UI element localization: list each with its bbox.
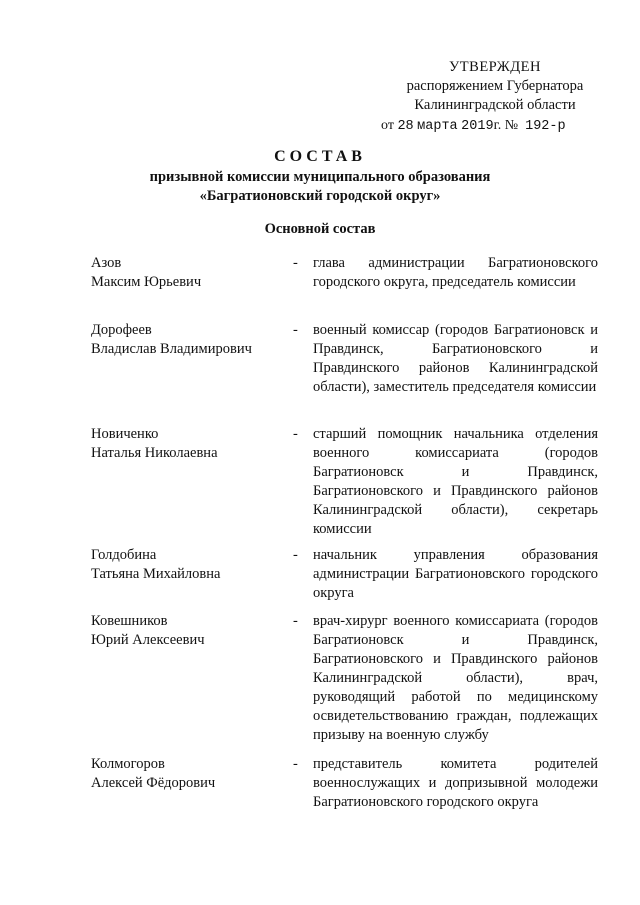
- member-given-name: Татьяна Михайловна: [91, 566, 221, 582]
- member-dash: -: [293, 756, 298, 772]
- member-dash: -: [293, 255, 298, 271]
- member-dash: -: [293, 547, 298, 563]
- approval-line-region: Калининградской области: [414, 97, 576, 113]
- member-name: [91, 546, 281, 584]
- date-day: 28: [397, 119, 414, 134]
- member-dash: -: [293, 613, 298, 629]
- member-given-name: Владислав Владимирович: [91, 341, 252, 357]
- member-name: [91, 254, 281, 292]
- member-surname: Новиченко: [91, 426, 159, 442]
- member-role: глава администрации Багратионовского городского округа, председатель комиссии: [313, 255, 598, 290]
- member-given-name: Алексей Фёдорович: [91, 775, 216, 791]
- date-year: 2019: [461, 119, 494, 134]
- member-role: представитель комитета родителей военнослужащих и допризывной молодежи Багратионовского городского округа: [313, 756, 598, 810]
- document-subtitle-line2: «Багратионовский городской округ»: [199, 188, 441, 204]
- date-year-suffix: г. №: [493, 118, 519, 133]
- member-name: [91, 755, 281, 793]
- member-role: начальник управления образования администрации Багратионовского городского округа: [313, 547, 598, 601]
- date-month: марта: [417, 119, 458, 134]
- approval-line-decree: распоряжением Губернатора: [406, 78, 584, 94]
- member-given-name: Юрий Алексеевич: [91, 632, 205, 648]
- member-dash: -: [293, 322, 298, 338]
- member-surname: Дорофеев: [91, 322, 152, 338]
- document-heading: [0, 146, 640, 206]
- member-surname: Азов: [91, 255, 122, 271]
- member-given-name: Максим Юрьевич: [91, 274, 202, 290]
- member-given-name: Наталья Николаевна: [91, 445, 218, 461]
- member-name: [91, 425, 281, 463]
- member-name: [91, 612, 281, 650]
- member-dash: -: [293, 426, 298, 442]
- date-prefix: от: [381, 118, 394, 133]
- document-title: СОСТАВ: [274, 148, 366, 165]
- approval-date-line: [380, 116, 610, 136]
- section-title: Основной состав: [264, 221, 376, 237]
- approval-stamp: [380, 58, 610, 136]
- member-surname: Ковешников: [91, 613, 168, 629]
- member-name: [91, 321, 281, 359]
- member-role: врач-хирург военного комиссариата (городов Багратионовск и Правдинск, Багратионовского и Правдинского районов Калининградской области), врач, руководящий работой по медицинскому освидетельствованию граждан, подлежащих призыву на военную службу: [313, 613, 598, 743]
- member-role: военный комиссар (городов Багратионовск и Правдинск, Багратионовского и Правдинского районов Калининградской области), заместитель председателя комиссии: [313, 322, 598, 395]
- decree-number: 192-р: [525, 119, 566, 134]
- approval-title: УТВЕРЖДЕН: [449, 59, 541, 75]
- document-subtitle-line1: призывной комиссии муниципального образования: [149, 169, 491, 185]
- member-role: старший помощник начальника отделения военного комиссариата (городов Багратионовск и Правдинск, Багратионовского и Правдинского районов Калининградской области), секретарь комиссии: [313, 426, 598, 537]
- member-surname: Голдобина: [91, 547, 157, 563]
- member-surname: Колмогоров: [91, 756, 165, 772]
